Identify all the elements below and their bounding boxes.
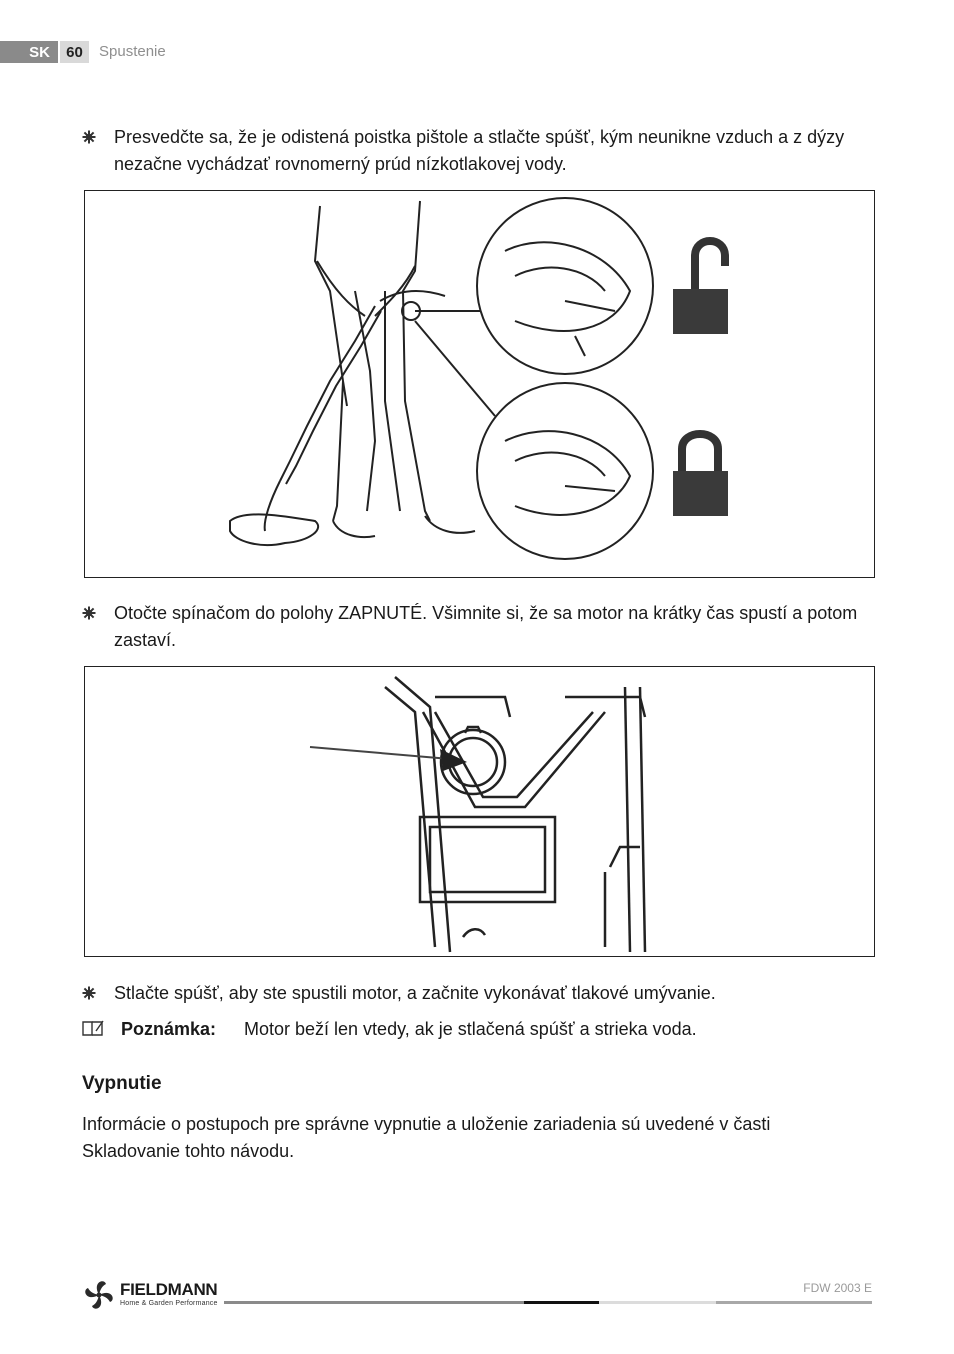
step-3-text: Stlačte spúšť, aby ste spustili motor, a začnite vykonávať tlakové umývanie. [114,983,716,1003]
footer-divider [524,1301,599,1304]
figure-spray-gun-safety [84,190,875,578]
bullet-icon [82,986,96,1000]
language-code: SK [29,43,50,61]
bullet-icon [82,130,96,144]
fan-logo-icon [82,1278,116,1312]
footer-divider [716,1301,872,1304]
step-1-text: Presvedčte sa, že je odistená poistka pištole a stlačte spúšť, kým neunikne vzduch a z dýzy nezačne vychádzať rovnomerný prúd nízkotlakovej vody. [114,127,845,174]
shutdown-text: Informácie o postupoch pre správne vypnutie a uloženie zariadenia sú uvedené v časti Skladovanie tohto návodu. [82,1114,771,1161]
note-book-icon [82,1019,104,1037]
brand-logo [82,1278,227,1314]
model-number: FDW 2003 E [803,1281,872,1295]
language-tab [0,41,58,63]
footer-divider [599,1301,716,1304]
shutdown-heading: Vypnutie [82,1073,162,1094]
note-text: Motor beží len vtedy, ak je stlačená spúšť a strieka voda. [244,1019,697,1039]
power-switch-illustration [85,667,874,956]
figure-power-switch [84,666,875,957]
step-2-text: Otočte spínačom do polohy ZAPNUTÉ. Všimnite si, že sa motor na krátky čas spustí a potom zastaví. [114,603,858,650]
footer-divider [224,1301,524,1304]
unlocked-padlock-icon [673,241,728,334]
page-number: 60 [60,41,89,63]
brand-name: FIELDMANN [120,1280,218,1299]
locked-padlock-icon [673,434,728,516]
brand-tagline: Home & Garden Performance [120,1300,218,1307]
section-title: Spustenie [99,43,166,60]
note-label: Poznámka: [121,1019,217,1039]
spray-gun-illustration [85,191,874,577]
bullet-icon [82,606,96,620]
